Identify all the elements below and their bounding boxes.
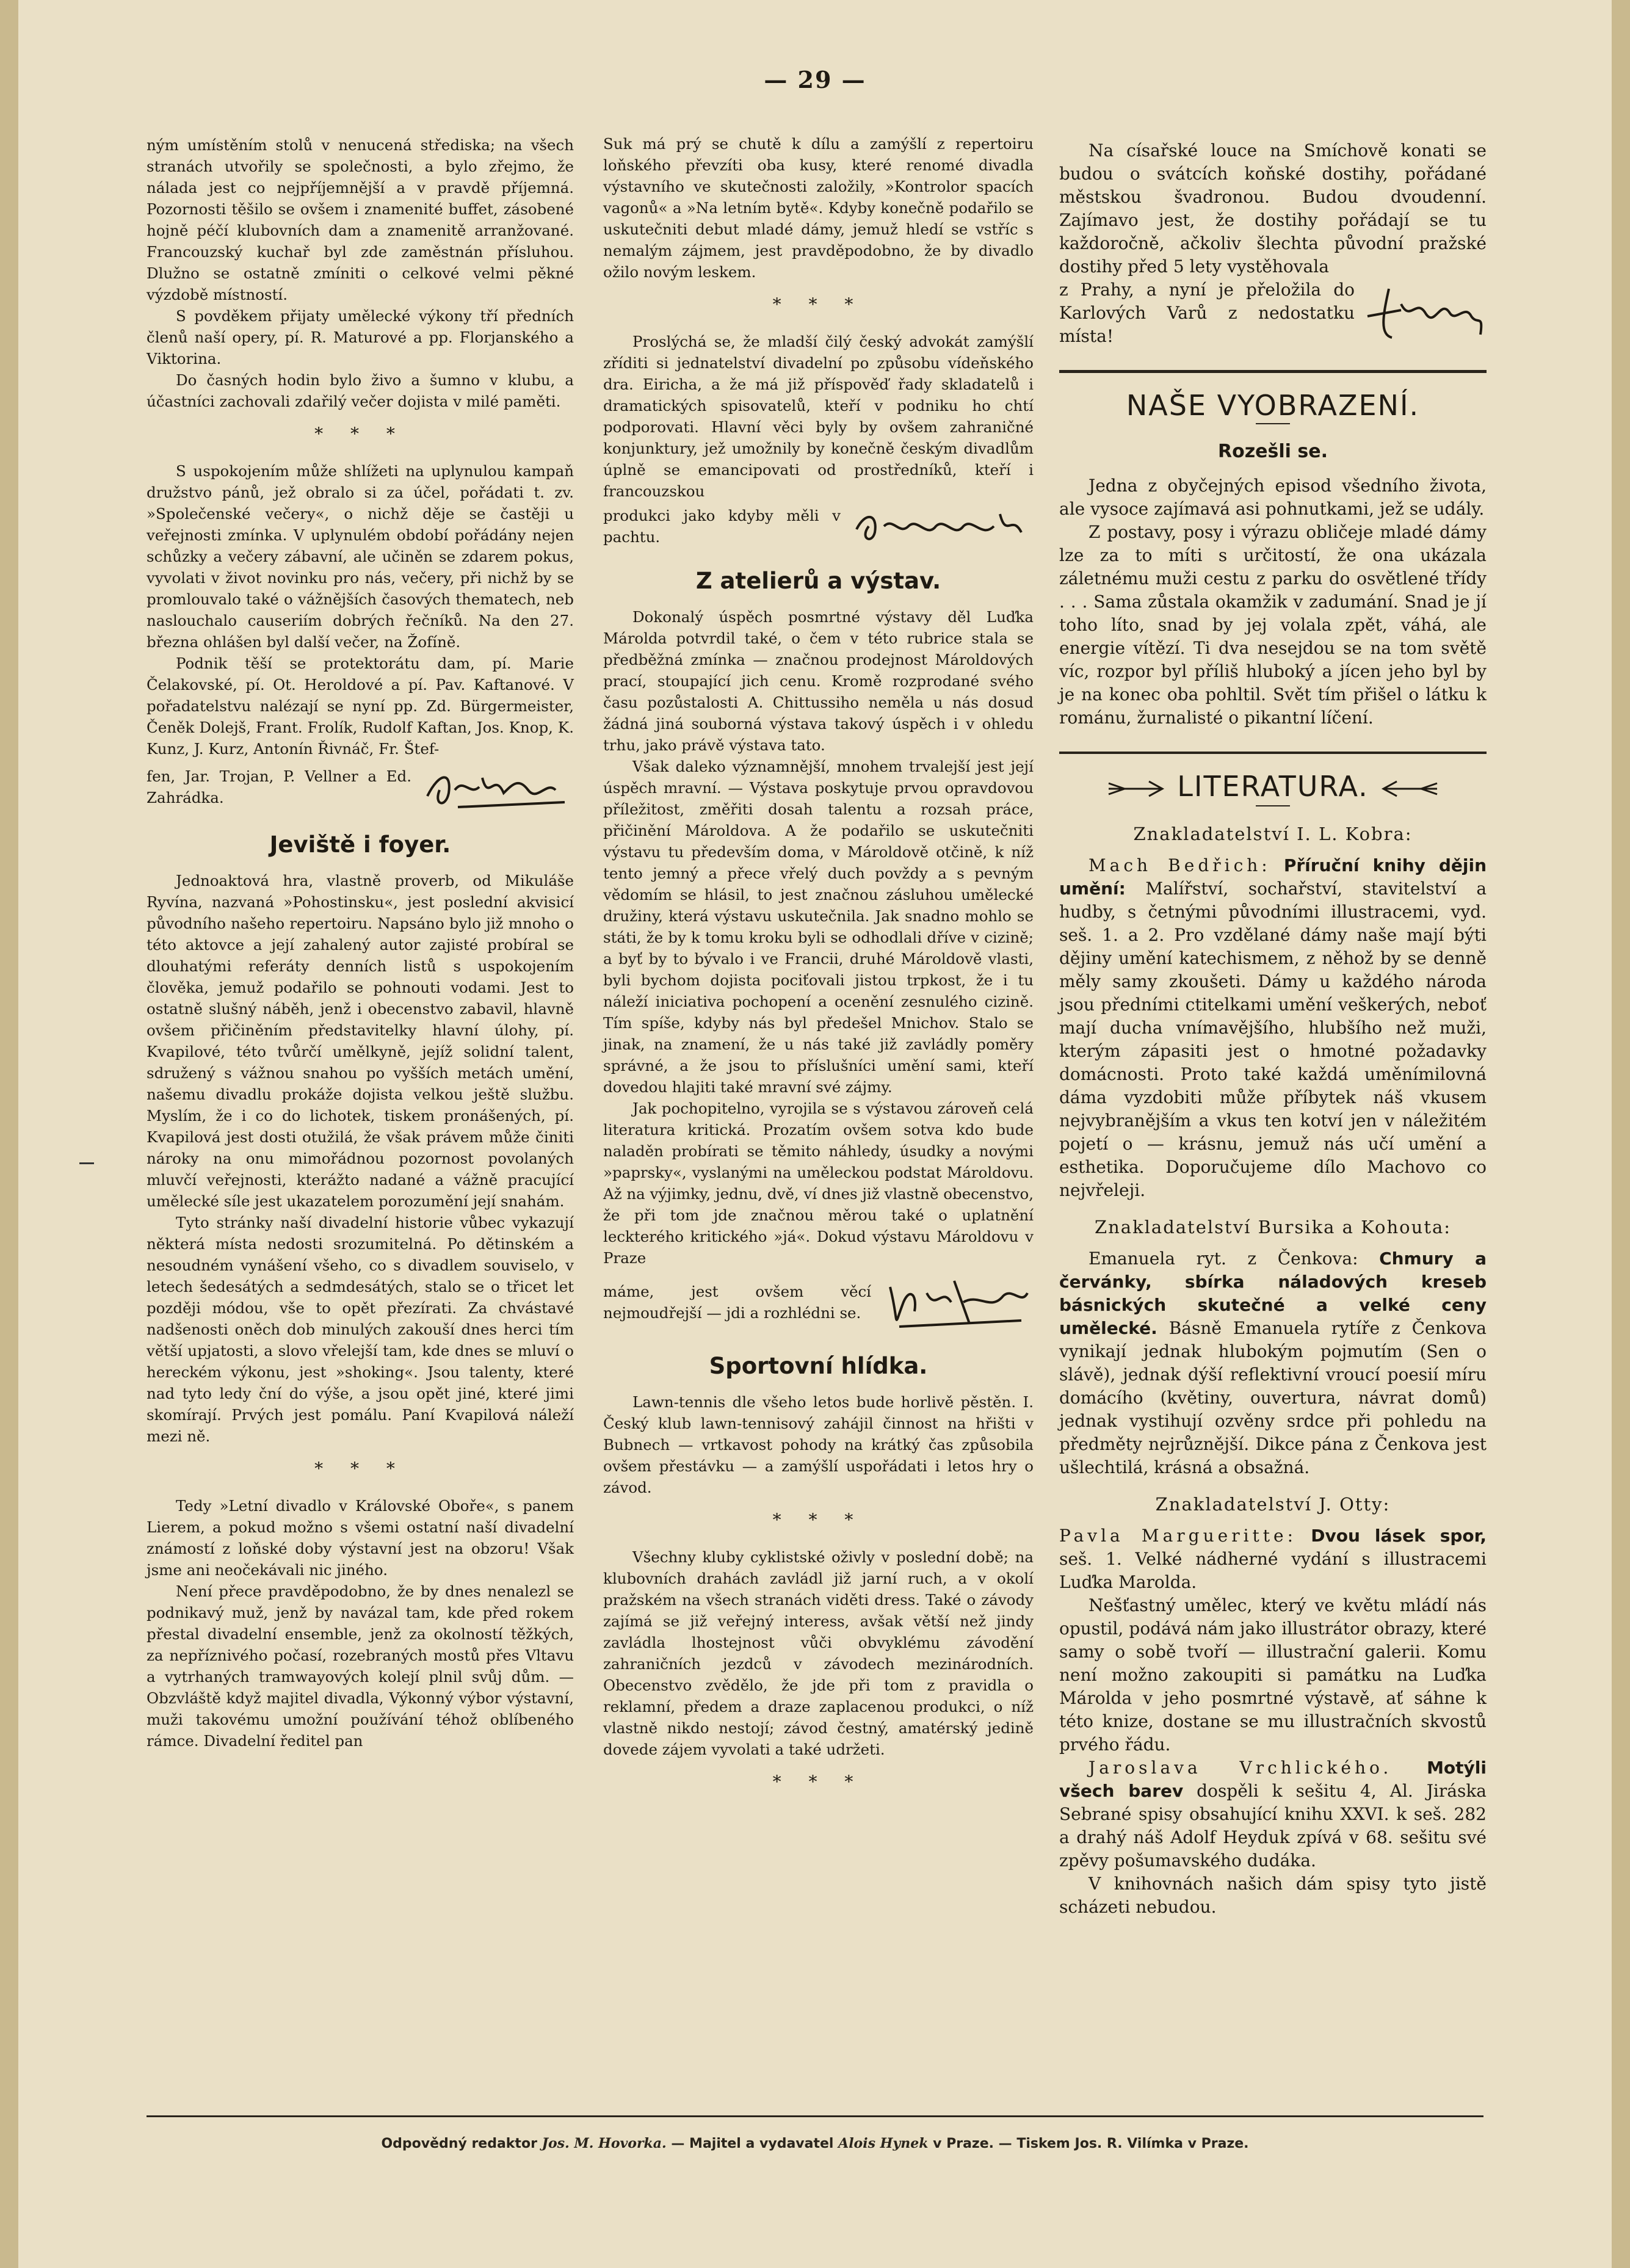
handwritten-signature-icon: [881, 1269, 1034, 1336]
paragraph: Proslýchá se, že mladší čilý český advokát zamýšlí zříditi si jednatelství divadelní po způsobu vídeňského dra. Eiricha, a že má již příspověď řady skladatelů i dramatických spisovatelů, kteří v podniku ho chtí podporovati. Hlavní věci byly by ovšem zahraničné konjunktury, jež umožnily by konečně českým divadlům úplně se emancipovati od prostředníků, kteří i francouzskou: [603, 333, 1034, 500]
paragraph: Tedy »Letní divadlo v Královské Oboře«, s panem Lierem, a pokud možno s všemi ostatní naší divadelní známostí z loňské doby výstavní jest na obzoru! Však jsme ani neočekávali nic jiného.: [147, 1497, 574, 1579]
publisher-name: Alois Hynek: [838, 2136, 929, 2151]
review-text: Malířství, sochařství, stavitelství a hudby, s četnými původními illustracemi, vyd. seš. 1. a 2. Pro vzdělané dámy naše mají býti dějiny umění katechismem, z něhož by se denně měly samy zkoušeti. Dámy u každého národa jsou předními ctitelkami umění veškerých, neboť mají ducha vnímavějšího, hlubšího než muži, kterým zápasiti jest o hmotné požadavky domácnosti. Proto také každá uměnímilovná dáma vyzdobiti může příbytek náš vkusem nejvybranějším a vkus ten kotví jen v náležitém pojetí o — krásnu, jemuž nás učí umění a esthetika. Doporučujeme dílo Machovo co nejvřeleji.: [1059, 878, 1487, 1200]
publisher-line: Znakladatelství J. Otty:: [1155, 1493, 1391, 1515]
heading-divider: [1256, 805, 1290, 806]
review-text: Básně Emanuela rytíře z Čenkova vynikají jednak hlubokým pojmutím (Sen o slávě), jednak dýší reflektivní vroucí poesií míru domácího (květiny, ouvertura, návrat domů) jednak vystihují ozvěny srdce při pohledu na předměty nejrůznější. Dikce pána z Čenkova jest ušlechtilá, krásná a obsažná.: [1059, 1317, 1487, 1477]
asterism: * * *: [772, 1510, 864, 1530]
paragraph: Jedna z obyčejných episod všedního života, ale vysoce zajímavá asi pohnutkami, jež se udály.: [1059, 476, 1487, 519]
paragraph: Suk má prý se chutě k dílu a zamýšlí z repertoiru loňského převzíti oba kusy, které renomé divadla výstavního ve skutečnosti založily, »Kontrolor spacích vagonů« a »Na letním bytě«. Kdyby konečně podařilo se uskutečniti debut mladé dámy, jemuž hledí se vstříc s nemalým zájmem, jest pravděpodobno, že by divadlo ožilo novým leskem.: [603, 135, 1034, 281]
paragraph: Dokonalý úspěch posmrtné výstavy děl Luďka Márolda potvrdil také, o čem v této rubrice stala se předběžná zmínka — značnou prodejnost Mároldových prací, stoupající jich cenu. Kromě rozprodané svého času pozůstalosti A. Chittussiho neměla u nás dosud žádná jiná souborná výstava takový úspěch i v ohledu trhu, jako právě výstava tato.: [603, 608, 1034, 754]
handwritten-signature-icon: [421, 759, 574, 814]
paragraph: Do časných hodin bylo živo a šumno v klubu, a účastníci zachovali zdařilý večer dojista v milé paměti.: [147, 371, 574, 410]
section-heading: Z atelierů a výstav.: [695, 568, 941, 594]
asterism: * * *: [314, 1458, 406, 1479]
margin-mark: [79, 1162, 94, 1164]
paragraph: produkci jako kdyby měli v pachtu.: [603, 507, 841, 546]
paragraph: Všechny kluby cyklistské oživly v poslední době; na klubovních drahách zavládl již jarní ruch, a v okolí pražském na všech stranách viděti dress. Také o závody zajímá se již veřejný interess, avšak větší než jindy zavládla lhostejnost vůči obvyklému závodění zahraničních jezdců v závodech mezinárodních. Obecenstvo zvědělo, že jde při tom z pravidla o reklamní, předem a draze zaplacenou produkci, o níž vlastně nikdo nestojí; závod čestný, amatérský jedině dovede zájem vyvolati a také udržeti.: [603, 1548, 1034, 1758]
book-title: Motýli všech barev: [1059, 1757, 1487, 1801]
section-heading: [1059, 770, 1487, 803]
signature-row: [603, 1269, 1034, 1336]
footer-text: v Praze. — Tiskem Jos. R. Vilímka v Praze.: [933, 2136, 1249, 2151]
imprint-footer: [147, 2136, 1483, 2151]
book-title: Příruční knihy dějin umění:: [1059, 855, 1487, 899]
review-text: dospěli k sešitu 4, Al. Jiráska Sebrané spisy obsahující knihu XXVI. k seš. 282 a drahý náš Adolf Heyduk zpívá v 68. sešitu své zpěvy pošumavského dudáka.: [1059, 1780, 1487, 1871]
paragraph: Z postavy, posy i výrazu obličeje mladé dámy lze za to míti s určitostí, že ona ukázala záletnému muži cestu z parku do osvětlené třídy . . . Sama zůstala okamžik v zadumání. Snad je jí toho líto, snad by jej volala zpět, váhá, ale energie vítězí. Ti dva nesejdou se na tom světě víc, rozpor byl příliš hluboký a jícen jeho byl by je na konec oba pohltil. Svět tím přišel o látku k románu, žurnalisté o pikantní líčení.: [1059, 522, 1487, 728]
paragraph: máme, jest ovšem věcí nejmoudřejší — jdi a rozhlédni se.: [603, 1283, 871, 1322]
author: Pavla Margueritte:: [1059, 1525, 1297, 1546]
subheading: Rozešli se.: [1218, 441, 1328, 462]
signature-row: [1059, 278, 1487, 348]
paragraph: S uspokojením může shlížeti na uplynulou kampaň družstvo pánů, jež obralo si za účel, pořádati t. zv. »Společenské večery«, o nichž děje se častěji u veřejnosti zmínka. V uplynulém období pořádány nejen schůzky a večery zábavní, ale učiněn se zdarem pokus, vyvolati v život novinku pro nás, večery, při nichž by se promlouvalo také o vážnějších časových thematech, neb naslouchalo causeriím dobrých řečníků. Na den 27. března ohlášen byl další večer, na Žofíně.: [147, 462, 574, 651]
section-heading: Sportovní hlídka.: [709, 1353, 928, 1379]
author: Emanuela ryt. z Čenkova:: [1088, 1248, 1358, 1269]
signature-row: [147, 759, 574, 814]
paragraph: z Prahy, a nyní je přeložila do Karlových Varů z nedostatku místa!: [1059, 280, 1355, 346]
paragraph: Na císařské louce na Smíchově konati se budou o svátcích koňské dostihy, pořádané městskou švadronou. Budou dvoudenní. Zajímavo jest, že dostihy pořádají se tu každoročně, ačkoliv šlechta původní pražské dostihy před 5 lety vystěhovala: [1059, 140, 1487, 277]
ornament-arrow-right-icon: [1106, 778, 1167, 799]
book-review: [1059, 1247, 1487, 1479]
column-2: [603, 133, 1034, 1808]
footer-text: Odpovědný redaktor: [381, 2136, 537, 2151]
asterism: * * *: [772, 1772, 864, 1792]
ornament-arrow-left-icon: [1378, 778, 1440, 799]
book-title: Chmury a červánky,: [1059, 1248, 1487, 1292]
paragraph: Není přece pravděpodobno, že by dnes nenalezl se podnikavý muž, jenž by navázal tam, kde před rokem přestal divadelní ensemble, jenž za okolností těžkých, za nepříznivého počasí, rozebraných mostů přes Vltavu a vytrhaných tramwayových kolejí plnil svůj dům. — Obzvláště když majitel divadla, Výkonný výbor výstavní, muži takovému umožní používání téhož oblíbeného rámce. Divadelní ředitel pan: [147, 1582, 574, 1750]
book-review: [1059, 854, 1487, 1202]
handwritten-signature-icon: [850, 502, 1034, 551]
left-page-edge: [0, 0, 18, 2268]
author: Mach Bedřich:: [1088, 855, 1271, 875]
author: Jaroslava Vrchlického.: [1088, 1757, 1393, 1778]
column-rule: [1059, 752, 1487, 754]
signature-row: [603, 502, 1034, 551]
section-heading: NAŠE VYOBRAZENÍ.: [1126, 389, 1420, 422]
paragraph: Lawn-tennis dle všeho letos bude horlivě pěstěn. I. Český klub lawn-tennisový zahájil činnost na hřišti v Bubnech — vrtkavost pohody na krátký čas způsobila ovšem přestávku — a zamýšlí uspořádati i letos hry o závod.: [603, 1393, 1034, 1496]
paragraph: ným umístěním stolů v nenucená střediska; na všech stranách utvořily se společnosti, a bylo zřejmo, že nálada jest co nejpříjemnější a v pravdě příjemná. Pozornosti těšilo se ovšem i znamenité buffet, zásobené hojně péčí klubovních dam a znamenitě arranžované. Francouzský kuchař byl zde zaměstnán přísluhou. Dlužno se ostatně zmíniti o celkové velmi pěkné výzdobě místností.: [147, 136, 574, 303]
heading-divider: [1256, 423, 1290, 424]
editor-name: Jos. M. Hovorka.: [542, 2136, 667, 2151]
book-review: [1059, 1756, 1487, 1872]
handwritten-signature-icon: [1364, 280, 1487, 347]
footer-text: — Majitel a vydavatel: [671, 2136, 834, 2151]
paragraph: S povděkem přijaty umělecké výkony tří předních členů naší opery, pí. R. Maturové a pp. Florjanského a Viktorina.: [147, 307, 574, 368]
publisher-line: Znakladatelství I. L. Kobra:: [1133, 823, 1413, 844]
paragraph: fen, Jar. Trojan, P. Vellner a Ed. Zahrádka.: [147, 767, 411, 806]
page-number: — 29 —: [764, 66, 866, 93]
section-heading: Jeviště i foyer.: [269, 831, 451, 858]
book-review: [1059, 1524, 1487, 1594]
paragraph: Nešťastný umělec, který ve květu mládí nás opustil, podává nám jako illustrátor obrazy, které samy o sobě tvoří — illustrační galerii. Komu není možno zakoupiti si památku na Luďka Márolda v jeho posmrtné výstavě, ať sáhne k této knize, dostane se mu illustračních skvostů prvého řádu.: [1059, 1595, 1487, 1755]
footer-rule: [147, 2115, 1483, 2117]
book-subtitle: sbírka náladových kreseb básnických skutečné a velké ceny umělecké.: [1059, 1271, 1487, 1338]
asterism: * * *: [772, 294, 864, 314]
right-page-edge: [1612, 0, 1630, 2268]
publisher-line: Znakladatelství Bursika a Kohouta:: [1094, 1216, 1452, 1237]
paragraph: Tyto stránky naší divadelní historie vůbec vykazují některá místa nedosti srozumitelná. Po dětinském a nesoudném vynášení všeho, co s divadlem souviselo, v letech šedesátých a sedmdesátých, stalo se o třicet let později módou, vše to opět přezírati. Za chvástavé nadšenosti oněch dob minulých zakouší dnes herci tím větší upjatosti, a slovo vřelejší tam, kde dnes se mluví o hereckém výkonu, jest »shoking«. Jsou talenty, které nad tyto ledy ční do výše, a jsou opět jiné, které jimi skomírají. Prvých jest pomálu. Paní Kvapilová náleží mezi ně.: [147, 1214, 574, 1445]
column-rule: [1059, 370, 1487, 373]
review-text: seš. 1. Velké nádherné vydání s illustracemi Luďka Marolda.: [1059, 1548, 1487, 1592]
paragraph: Podnik těší se protektorátu dam, pí. Marie Čelakovské, pí. Ot. Heroldové a pí. Pav. Kaftanové. V pořadatelstvu nalézají se nyní pp. Zd. Bürgermeister, Čeněk Dolejš, Frant. Frolík, Rudolf Kaftan, Jos. Knop, K. Kunz, J. Kurz, Antonín Řivnáč, Fr. Štef-: [147, 654, 574, 758]
column-3: [1059, 139, 1487, 1919]
literatura-heading-text: LITERATURA.: [1177, 770, 1369, 803]
column-1: [147, 134, 574, 1752]
paragraph: V knihovnách našich dám spisy tyto jistě scházeti nebudou.: [1059, 1873, 1487, 1917]
paragraph: Však daleko významnější, mnohem trvalejší jest její úspěch mravní. — Výstava poskytuje prvou opravdovou příležitost, změřiti dosah talentu a rozsah práce, přičinění Mároldova. A že podařilo se uskutečniti výstavu tu především doma, v Mároldově otčině, k níž tento jemný a přece vřelý duch povždy a s pevným vědomím se hlásil, to jest značnou zásluhou umělecké družiny, která výstavu uskutečnila. Jak snadno mohlo se státi, že by k tomu kroku byli se odhodlali dříve v cizině; a byť by to bývalo i ve Francii, druhé Mároldově vlasti, byli bychom dojista pociťovali jistou trpkost, že i tu náleží iniciativa pochopení a ocenění zesnulého cizině. Tím spíše, kdyby nás byl předešel Mnichov. Stalo se jinak, na znamení, že u nás také již zavládly poměry správné, a že jsou to příslušníci umění sami, kteří dovedou hlajiti také mravní své zájmy.: [603, 758, 1034, 1096]
paragraph: Jak pochopitelno, vyrojila se s výstavou zároveň celá literatura kritická. Prozatím ovšem sotva kdo bude naladěn probírati se těmito náhledy, úsudky a novými »paprsky«, vyslanými na uměleckou podstat Mároldovu. Až na výjimky, jednu, dvě, ví dnes již vlastně obecenstvo, že při tom jde značnou měrou také o uplatnění leckterého kritického »já«. Dokud výstavu Mároldovu v Praze: [603, 1100, 1034, 1267]
asterism: * * *: [314, 424, 406, 444]
paragraph: Jednoaktová hra, vlastně proverb, od Mikuláše Ryvína, nazvaná »Pohostinsku«, jest poslední akvisicí původního našeho repertoiru. Napsáno bylo již mnoho o této aktovce a její zahalený autor zajisté probíral se dlouhatými referáty denních listů s uspokojením člověka, jemuž podařilo se pohnouti vodami. Jest to ostatně slušný náběh, jenž i obecenstvo zabavil, hlavně ovšem přičiněním představitelky hlavní úlohy, pí. Kvapilové, této tvůrčí umělkyně, jejíž solidní talent, sdružený s vážnou snahou po vyšších metách umění, našemu divadlu prokáže dojista velkou ještě službu. Myslím, že i co do lichotek, tiskem pronášených, pí. Kvapilová jest dosti otužilá, že však právem může činiti nároky na onu mimořádnou pozornost povolaných mluvčí veřejnosti, kterážto nadané a vážně pracující umělecké síle jest ukazatelem porozumění její snahám.: [147, 872, 574, 1210]
book-title: Dvou lásek spor,: [1311, 1525, 1487, 1546]
